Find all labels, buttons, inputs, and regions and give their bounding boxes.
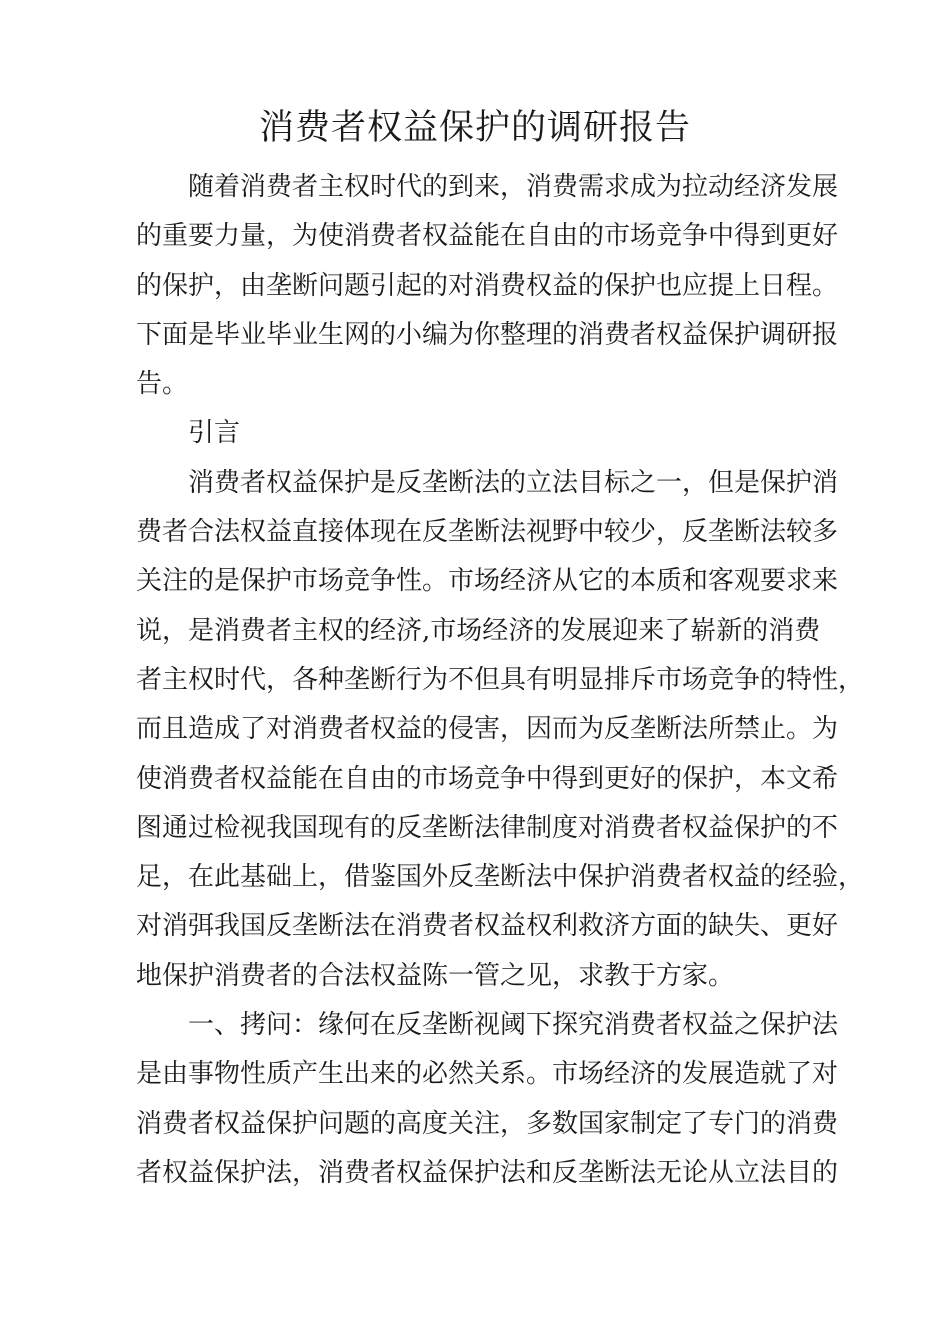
paragraph-line: 是由事物性质产生出来的必然关系。市场经济的发展造就了对 [136, 1059, 839, 1090]
document-body [136, 163, 865, 1198]
paragraph-line: 消费者权益保护问题的高度关注，多数国家制定了专门的消费 [136, 1108, 839, 1139]
section-one-paragraph [136, 1001, 839, 1198]
paragraph-line: 者主权时代，各种垄断行为不但具有明显排斥市场竞争的特性， [136, 664, 865, 695]
preface-paragraph [136, 459, 865, 1001]
paragraph-line: 关注的是保护市场竞争性。市场经济从它的本质和客观要求来 [136, 566, 839, 597]
paragraph-line: 说，是消费者主权的经济,市场经济的发展迎来了崭新的消费 [136, 615, 821, 646]
paragraph-line: 地保护消费者的合法权益陈一管之见，求教于方家。 [136, 960, 735, 991]
paragraph-line: 的重要力量，为使消费者权益能在自由的市场竞争中得到更好 [136, 221, 839, 252]
paragraph-line: 一、拷问：缘何在反垄断视阈下探究消费者权益之保护法 [188, 1010, 839, 1041]
section-heading: 引言 [188, 418, 241, 449]
paragraph-line: 随着消费者主权时代的到来，消费需求成为拉动经济发展 [188, 172, 839, 202]
document-title: 消费者权益保护的调研报告 [258, 108, 691, 148]
paragraph-line: 消费者权益保护是反垄断法的立法目标之一，但是保护消 [188, 467, 839, 498]
paragraph-line: 下面是毕业毕业生网的小编为你整理的消费者权益保护调研报 [136, 319, 839, 350]
paragraph-line: 者权益保护法，消费者权益保护法和反垄断法无论从立法目的 [136, 1157, 839, 1188]
intro-paragraph [136, 163, 839, 409]
paragraph-line: 使消费者权益能在自由的市场竞争中得到更好的保护，本文希 [136, 763, 839, 794]
paragraph-line: 图通过检视我国现有的反垄断法律制度对消费者权益保护的不 [136, 812, 839, 843]
section-heading-preface [136, 409, 836, 458]
paragraph-line: 而且造成了对消费者权益的侵害，因而为反垄断法所禁止。为 [136, 714, 839, 745]
paragraph-line: 的保护，由垄断问题引起的对消费权益的保护也应提上日程。 [136, 270, 839, 301]
paragraph-line: 费者合法权益直接体现在反垄断法视野中较少，反垄断法较多 [136, 517, 839, 548]
paragraph-line: 足，在此基础上，借鉴国外反垄断法中保护消费者权益的经验， [136, 862, 865, 893]
paragraph-line: 告。 [136, 369, 189, 400]
paragraph-line: 对消弭我国反垄断法在消费者权益权利救济方面的缺失、更好 [136, 911, 839, 942]
